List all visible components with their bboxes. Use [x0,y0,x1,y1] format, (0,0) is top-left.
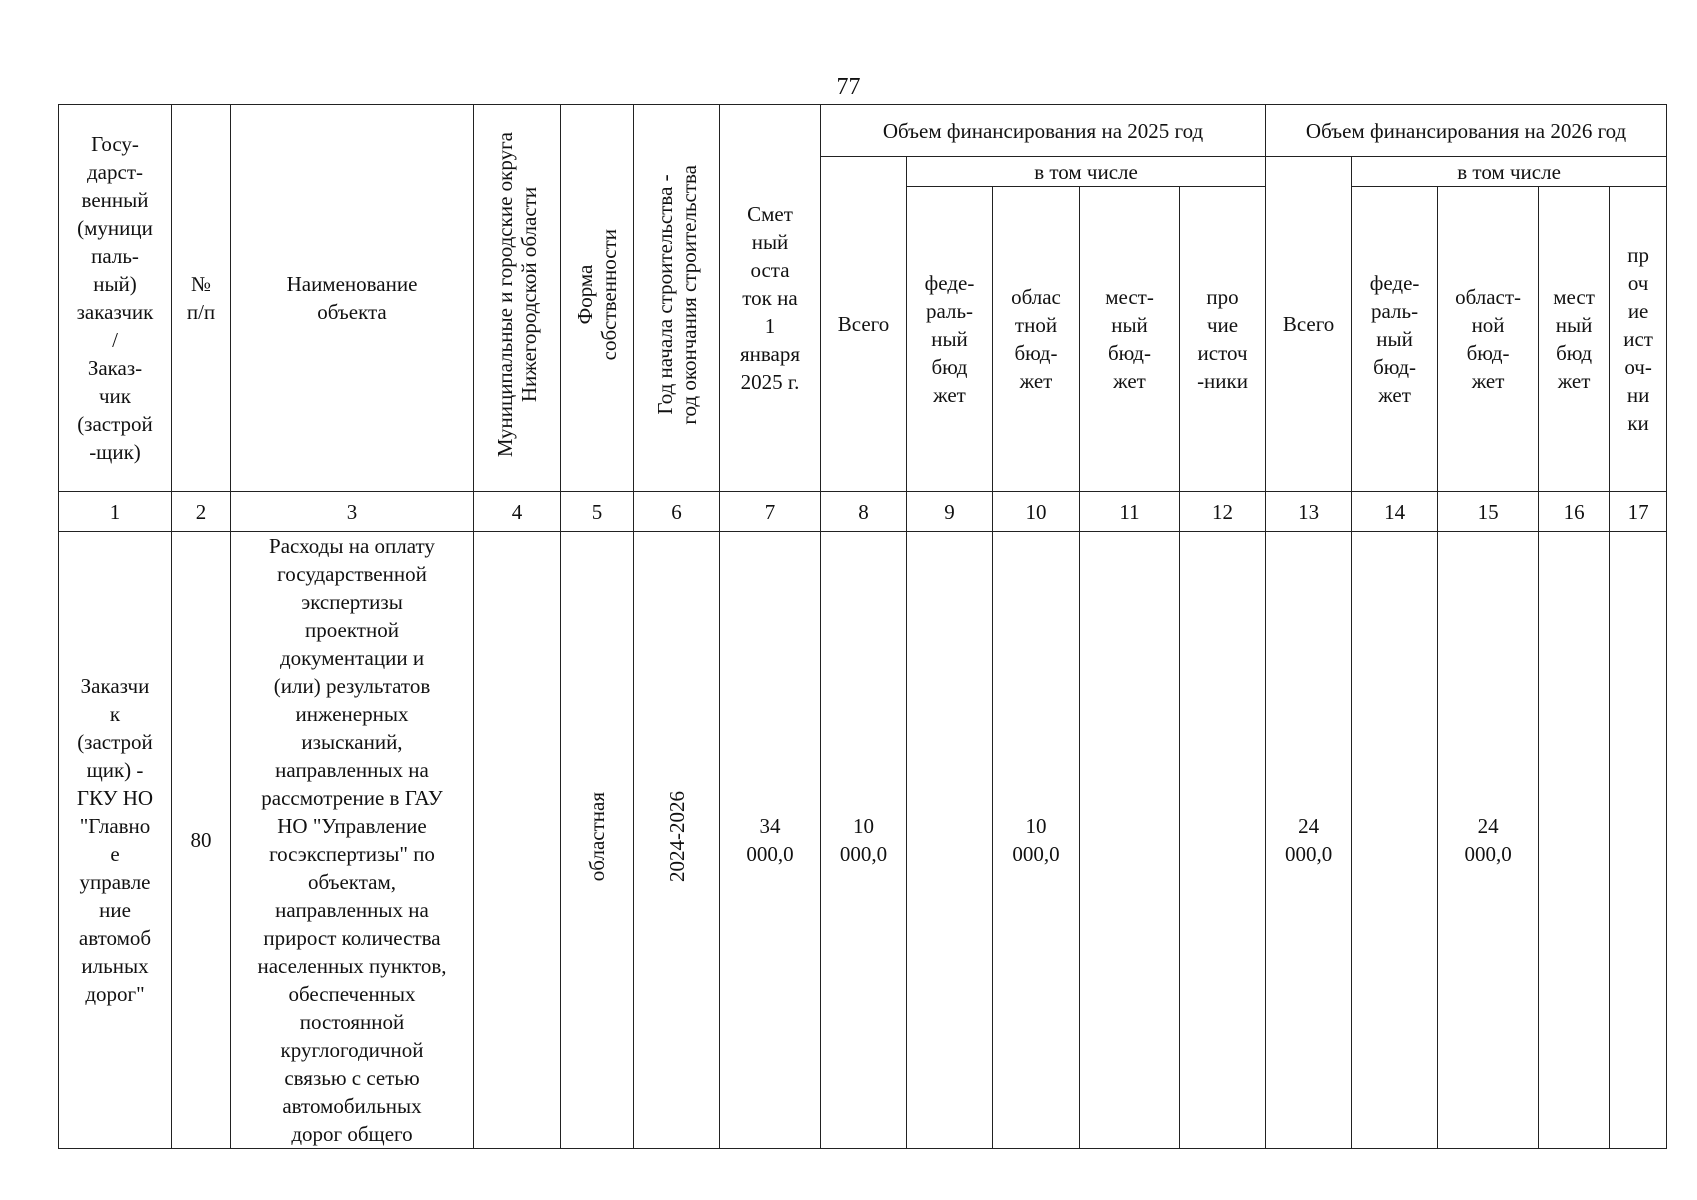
column-number: 3 [231,492,474,532]
cell-2025-federal [907,532,993,1149]
column-number: 2 [172,492,231,532]
header-2025-total: Всего [821,157,907,492]
column-number: 5 [561,492,634,532]
header-2026-local: мест ный бюд жет [1539,187,1610,492]
column-number: 11 [1080,492,1180,532]
cell-ownership: областная [561,532,634,1149]
cell-object-name: Расходы на оплату государственной экспертизы проектной документации и (или) результатов инженерных изысканий, направленных на рассмотрение в ГАУ НО "Управление госэкспертизы" по объектам, направленных на прирост количества населенных пунктов, обеспеченных постоянной круглогодичной связью с сетью автомобильных дорог общего [231,532,474,1149]
column-number: 4 [474,492,561,532]
column-number: 16 [1539,492,1610,532]
header-2025-regional: облас тной бюд- жет [993,187,1080,492]
table-row [59,532,1667,1149]
header-2025-other: про чие источ -ники [1180,187,1266,492]
cell-customer: Заказчи к (застрой щик) - ГКУ НО "Главно е управле ние автомоб ильных дорог" [59,532,172,1149]
cell-2026-other [1610,532,1667,1149]
cell-row-no: 80 [172,532,231,1149]
cell-2026-federal [1352,532,1438,1149]
cell-2025-regional: 10 000,0 [993,532,1080,1149]
cell-years: 2024-2026 [634,532,720,1149]
column-number: 17 [1610,492,1667,532]
column-number: 10 [993,492,1080,532]
header-2025-federal: феде- раль- ный бюд жет [907,187,993,492]
header-2026-including: в том числе [1352,157,1667,187]
cell-estimate: 34 000,0 [720,532,821,1149]
column-number: 1 [59,492,172,532]
header-municipality: Муниципальные и городские округа Нижегородской области [474,105,561,492]
header-2026-other: пр оч ие ист оч- ни ки [1610,187,1667,492]
header-2026-regional: област- ной бюд- жет [1438,187,1539,492]
header-years: Год начала строительства - год окончания строительства [634,105,720,492]
header-object-name: Наименование объекта [231,105,474,492]
header-funding-2026: Объем финансирования на 2026 год [1266,105,1667,157]
header-ownership: Форма собственности [561,105,634,492]
column-number: 9 [907,492,993,532]
column-number-row [59,492,1667,532]
header-2026-total: Всего [1266,157,1352,492]
cell-2026-local [1539,532,1610,1149]
cell-2026-total: 24 000,0 [1266,532,1352,1149]
header-estimate: Смет ный оста ток на 1 января 2025 г. [720,105,821,492]
cell-municipality [474,532,561,1149]
header-2025-including: в том числе [907,157,1266,187]
column-number: 14 [1352,492,1438,532]
column-number: 15 [1438,492,1539,532]
column-number: 8 [821,492,907,532]
column-number: 7 [720,492,821,532]
column-number: 13 [1266,492,1352,532]
header-funding-2025: Объем финансирования на 2025 год [821,105,1266,157]
header-customer: Госу- дарст- венный (муници паль- ный) заказчик / Заказ- чик (застрой -щик) [59,105,172,492]
header-row-no: № п/п [172,105,231,492]
page-number: 77 [836,74,861,100]
cell-2025-total: 10 000,0 [821,532,907,1149]
header-2025-local: мест- ный бюд- жет [1080,187,1180,492]
column-number: 6 [634,492,720,532]
column-number: 12 [1180,492,1266,532]
cell-2025-local [1080,532,1180,1149]
header-row-1 [59,105,1667,157]
header-2026-federal: феде- раль- ный бюд- жет [1352,187,1438,492]
financing-table [58,104,1667,1149]
cell-2026-regional: 24 000,0 [1438,532,1539,1149]
cell-2025-other [1180,532,1266,1149]
